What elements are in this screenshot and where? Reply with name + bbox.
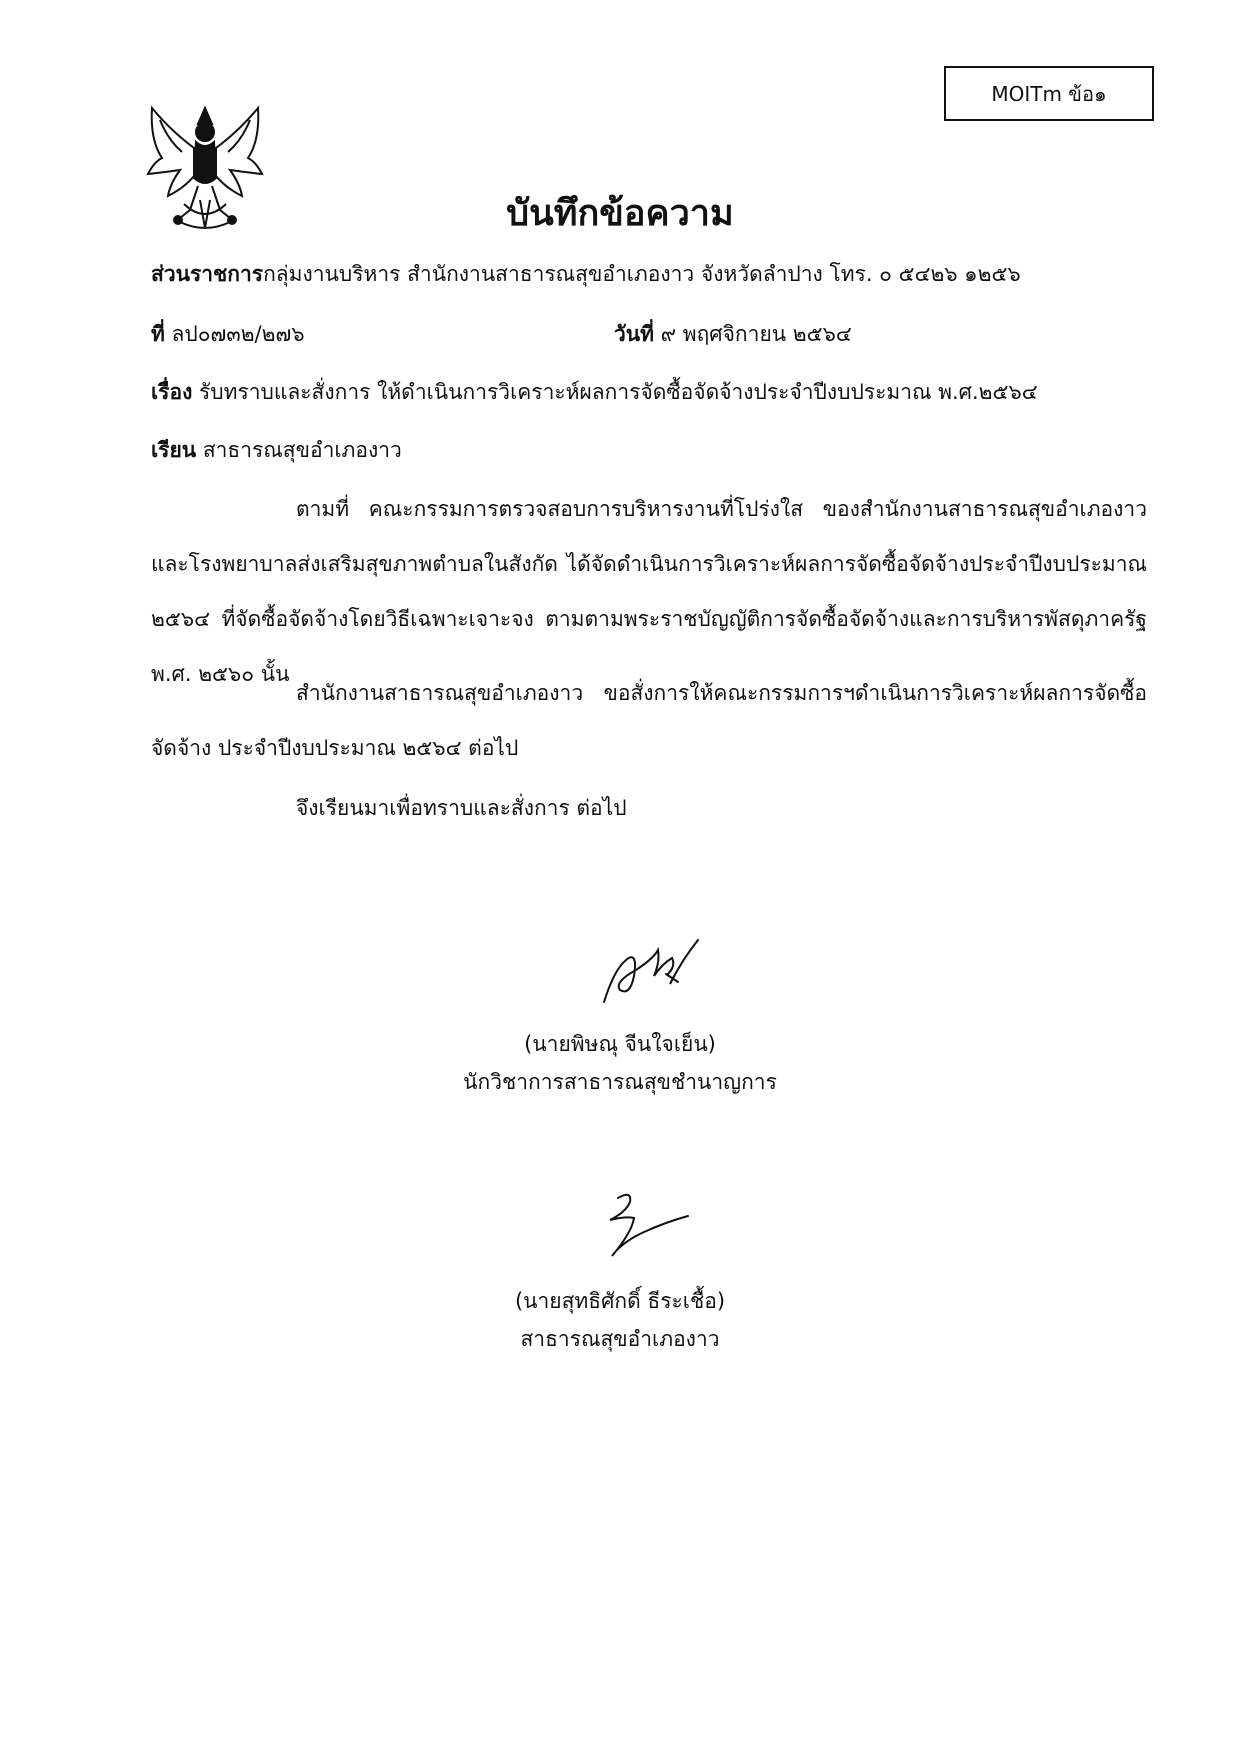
subject-label: เรื่อง <box>151 380 193 404</box>
body-paragraph-2-text: สำนักงานสาธารณสุขอำเภองาว ขอสั่งการให้คณะกรรมการฯดำเนินการวิเคราะห์ผลการจัดซื้อจัดจ้าง ประจำปีงบประมาณ ๒๕๖๔ ต่อไป <box>151 681 1147 760</box>
department-line <box>151 258 1021 291</box>
to-label: เรียน <box>151 438 197 462</box>
signatory-2-position: สาธารณสุขอำเภองาว <box>520 1327 720 1351</box>
signatory-1-name: (นายพิษณุ จีนใจเย็น) <box>524 1032 716 1056</box>
ref-line <box>151 318 305 351</box>
date-value: ๙ พฤศจิกายน ๒๕๖๔ <box>660 322 852 346</box>
signature-2-icon <box>592 1186 692 1266</box>
subject-value: รับทราบและสั่งการ ให้ดำเนินการวิเคราะห์ผลการจัดซื้อจัดจ้างประจำปีงบประมาณ พ.ศ.๒๕๖๔ <box>199 380 1038 404</box>
date-line <box>614 318 852 351</box>
reference-box <box>944 66 1154 121</box>
signatory-1-position: นักวิชาการสาธารณสุขชำนาญการ <box>463 1070 777 1094</box>
to-line <box>151 434 402 467</box>
signature-1-icon <box>596 930 706 1010</box>
signatory-2-name: (นายสุทธิศักดิ์ ธีระเชื้อ) <box>514 1289 726 1313</box>
ref-value: ลป๐๗๓๒/๒๗๖ <box>171 322 305 346</box>
department-value: กลุ่มงานบริหาร สำนักงานสาธารณสุขอำเภองาว จังหวัดลำปาง โทร. ๐ ๕๔๒๖ ๑๒๕๖ <box>263 262 1021 286</box>
closing-line: จึงเรียนมาเพื่อทราบและสั่งการ ต่อไป <box>296 796 627 820</box>
ref-label: ที่ <box>151 322 165 346</box>
document-title: บันทึกข้อความ <box>506 193 734 234</box>
reference-box-text: MOITm ข้อ๑ <box>991 81 1107 106</box>
to-value: สาธารณสุขอำเภองาว <box>202 438 402 462</box>
subject-line <box>151 376 1038 409</box>
body-paragraph-2 <box>151 666 1147 776</box>
department-label: ส่วนราชการ <box>151 262 264 286</box>
date-label: วันที่ <box>614 322 654 346</box>
body-paragraph-1-text: ตามที่ คณะกรรมการตรวจสอบการบริหารงานที่โปร่งใส ของสำนักงานสาธารณสุขอำเภองาว และโรงพยาบาลส่งเสริมสุขภาพตำบลในสังกัด ได้จัดดำเนินการวิเคราะห์ผลการจัดซื้อจัดจ้างประจำปีงบประมาณ ๒๕๖๔ ที่จัดซื้อจัดจ้างโดยวิธีเฉพาะเจาะจง ตามตามพระราชบัญญัติการจัดซื้อจัดจ้างและการบริหารพัสดุภาครัฐ พ.ศ. ๒๕๖๐ นั้น <box>151 497 1147 686</box>
